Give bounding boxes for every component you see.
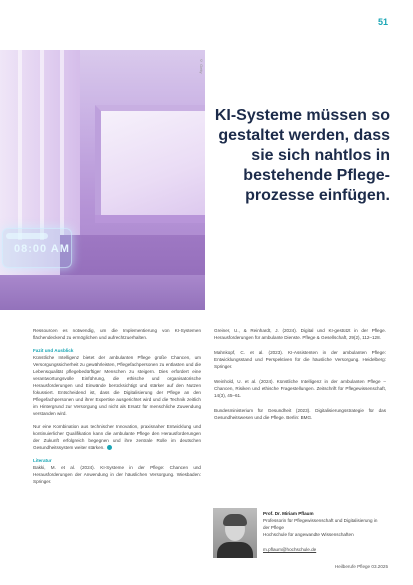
section-heading: Fazit und Ausblick — [33, 348, 74, 353]
paragraph — [33, 423, 201, 451]
article-photo — [0, 50, 205, 310]
photo-floor — [0, 275, 205, 310]
page-number: 51 — [377, 17, 388, 27]
section-heading: Literatur — [33, 458, 52, 463]
photo-credit: © Getty — [199, 58, 204, 74]
author-photo — [213, 508, 257, 558]
paragraph: Ressourcen es notwendig, um die Implementierung von KI-Systemen flächendeckend zu ermöglichen und aufrechtzuerhalten. — [33, 328, 201, 340]
photo-curtain — [40, 50, 44, 240]
hologram-time: 08:00 AM — [14, 243, 70, 255]
author-org: Hochschule für angewandte Wissenschaften — [263, 532, 354, 537]
paragraph: Künstliche Intelligenz bietet der ambulanten Pflege große Chancen, um Versorgungssicherheit zu gewährleisten, Pflegefachpersonen zu entlasten und die Lebensqualität pflegebedürftiger Menschen zu steigern. Dies erfordert eine verantwortungsvolle Einführung, die ethische und organisatorische Herausforderungen und Einwände berücksichtigt und stärker auf den Nutzen fokussiert. Entscheidend ist, dass die Digitalisierung der Pflege an den Pflegefachpersonen und ihrer Expertise ausgerichtet wird und die Technik zeitlich im Hintergrund zur Versorgung und nicht als Ersatz für menschliche Zuwendung verstanden wird. — [33, 355, 201, 416]
photo-window-frame — [95, 215, 205, 223]
reference: Mahnkopf, C. et al. (2023). KI-Assistenten in der ambulanten Pflege: Entwicklungsstand und Perspektiven für die häusliche Versorgung. Heidelberg: Springer. — [214, 350, 386, 369]
arrow-icon — [107, 445, 112, 450]
reference: Bakki, M. et al. (2024). KI-Systeme in der Pflege: Chancen und Herausforderungen der Anwendung in der häuslichen Versorgung. Wiesbaden: Springer. — [33, 465, 201, 484]
photo-window — [95, 105, 205, 220]
photo-curtain — [60, 50, 64, 240]
footer: Heilberufe Pflege 03.2025 — [334, 564, 388, 569]
hologram-bar — [6, 233, 48, 239]
paragraph-text: Nur eine Kombination aus technischer Innovation, praxisnaher Entwicklung und kontinuierlicher Qualifikation kann die ambulante Pflege den Herausforderungen der Zukunft erfolgreich begegnen und ihre zentrale Rolle im deutschen Gesundheitssystem weiter stärken. — [33, 424, 201, 450]
right-column — [214, 327, 386, 429]
left-column — [33, 327, 201, 491]
reference: Weinhold, U. et al. (2024). Künstliche Intelligenz in der ambulanten Pflege – Chancen, Risiken und ethische Fragestellungen. Zeitschrift für Pflegewissenschaft, 14(3), 45–61. — [214, 379, 386, 398]
author-hair — [223, 514, 247, 526]
pull-quote: KI-Systeme müssen so gestaltet werden, dass sie sich nahtlos in bestehende Pflegeprozesse einfügen. — [214, 107, 390, 204]
author-name: Prof. Dr. Miriam Pflaum — [263, 511, 314, 516]
reference: Bundesministerium für Gesundheit (2023). Digitalisierungsstrategie für das Gesundheitswesen und die Pflege. Berlin: BMG. — [214, 408, 386, 420]
reference: Greiner, U., & Reinhardt, J. (2024). Digital und KI-gestützt in der Pflege. Herausforderungen für ambulante Dienste. Pflege & Gesellschaft, 29(2), 112–128. — [214, 328, 386, 340]
author-body — [217, 542, 253, 558]
photo-curtain — [18, 50, 22, 240]
author-info — [263, 510, 383, 553]
author-role: Professorin für Pflegewissenschaft und Digitalisierung in der Pflege — [263, 518, 378, 530]
author-email-link[interactable]: m.pflaum@hochschule.de — [263, 547, 317, 552]
